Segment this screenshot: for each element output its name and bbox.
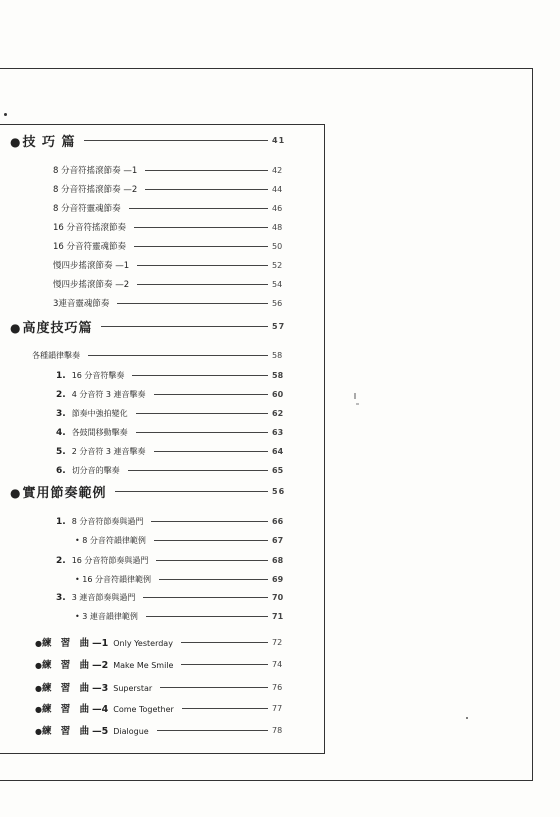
page-number: 78 (272, 725, 283, 735)
toc-entry[interactable] (56, 427, 288, 438)
toc-entry[interactable] (75, 574, 288, 585)
toc-entry[interactable] (53, 297, 288, 309)
entry-label (35, 723, 149, 737)
page-number: 68 (272, 556, 284, 565)
leader-line (146, 616, 268, 617)
toc-entry[interactable] (53, 183, 288, 195)
toc-entry[interactable] (56, 592, 288, 603)
entry-label (56, 465, 120, 476)
entry-label (56, 427, 128, 438)
leader-line (145, 170, 268, 171)
toc-entry[interactable] (53, 278, 288, 290)
page-number: 66 (272, 517, 284, 526)
toc-entry[interactable] (75, 611, 288, 622)
exercise-title: Come Together (113, 705, 174, 714)
page-number: 58 (272, 351, 283, 360)
page-number: 62 (272, 409, 284, 418)
exercise-title: Make Me Smile (113, 661, 174, 670)
bullet-icon: ● (10, 135, 22, 149)
leader-line (115, 491, 269, 492)
page-number: 48 (272, 222, 283, 232)
leader-line (117, 303, 268, 304)
entry-text: 8 分音符節奏與過門 (71, 517, 144, 526)
entry-text: 16 分音符節奏與過門 (71, 556, 149, 565)
entry-text: • 3 連音韻律範例 (75, 612, 138, 621)
section-heading[interactable] (10, 317, 288, 336)
section-title (10, 131, 76, 150)
leader-line (181, 664, 268, 665)
page-number: 70 (272, 593, 284, 602)
bullet-icon: ● (35, 727, 42, 736)
exercise-kanji: 練 習 曲 (41, 726, 93, 737)
entry-number: 5. (56, 447, 66, 457)
entry-label: 慢四步搖滾節奏 —1 (53, 261, 130, 271)
leader-line (182, 708, 268, 709)
smudge-mark (354, 393, 356, 399)
entry-text: • 8 分音符韻律範例 (75, 536, 146, 545)
margin-dot (4, 113, 7, 116)
toc-entry[interactable] (56, 555, 288, 566)
page-number: 50 (272, 241, 283, 251)
leader-line (137, 284, 268, 285)
leader-line (84, 140, 268, 141)
bullet-icon: ● (35, 684, 42, 693)
entry-text: 4 分音符 3 連音擊奏 (71, 390, 146, 399)
exercise-number: —5 (92, 726, 109, 737)
section-heading[interactable] (10, 482, 288, 501)
page-number: 42 (272, 165, 283, 175)
exercise-number: —3 (92, 683, 109, 694)
toc-entry[interactable] (53, 202, 288, 214)
leader-line (143, 597, 268, 598)
leader-line (151, 521, 268, 522)
leader-line (156, 560, 268, 561)
section-title (10, 482, 107, 501)
page-number: 44 (272, 184, 283, 194)
entry-number: 6. (56, 466, 66, 476)
entry-label (35, 657, 173, 671)
page-number: 46 (272, 203, 283, 213)
page-number: 67 (272, 536, 284, 545)
bullet-icon: ● (35, 639, 42, 648)
leader-line (136, 432, 268, 433)
page-number: 71 (272, 612, 284, 621)
entry-label: 慢四步搖滾節奏 —2 (53, 280, 130, 290)
entry-text: 3 連音節奏與過門 (71, 593, 136, 602)
entry-text: 切分音的擊奏 (71, 466, 120, 475)
exercise-entry[interactable] (35, 680, 288, 694)
leader-line (159, 579, 268, 580)
leader-line (134, 246, 268, 247)
entry-label (35, 635, 173, 649)
leader-line (88, 355, 268, 356)
entry-label: 16 分音符靈魂節奏 (53, 242, 127, 252)
page-number: 74 (272, 659, 283, 669)
exercise-title: Dialogue (113, 727, 149, 736)
page-number: 41 (272, 136, 286, 145)
smudge-mark (356, 403, 359, 405)
page-number: 63 (272, 428, 284, 437)
bullet-icon: ● (35, 705, 42, 714)
exercise-number: —4 (92, 704, 109, 715)
entry-label (56, 370, 124, 381)
exercise-entry[interactable] (35, 723, 288, 737)
entry-text: 各鼓間移動擊奏 (71, 428, 128, 437)
entry-label: 各種韻律擊奏 (32, 351, 80, 360)
entry-label: 8 分音符搖滾節奏 —1 (53, 166, 138, 176)
entry-label (56, 408, 128, 419)
section-title (10, 317, 93, 336)
toc-entry[interactable] (53, 259, 288, 271)
exercise-entry[interactable] (35, 635, 288, 649)
leader-line (132, 375, 268, 376)
entry-label (75, 535, 146, 546)
toc-entry[interactable] (32, 350, 288, 361)
entry-label (35, 680, 152, 694)
leader-line (154, 540, 268, 541)
entry-text: 節奏中強拍變化 (71, 409, 128, 418)
exercise-kanji: 練 習 曲 (41, 704, 93, 715)
toc-entry[interactable] (56, 446, 288, 457)
leader-line (101, 326, 269, 327)
entry-label: 8 分音符搖滾節奏 —2 (53, 185, 138, 195)
leader-line (160, 687, 268, 688)
exercise-entry[interactable] (35, 657, 288, 671)
entry-number: 3. (56, 593, 66, 603)
entry-number: 3. (56, 409, 66, 419)
page-number: 57 (272, 322, 286, 331)
toc-entry[interactable] (53, 164, 288, 176)
leader-line (154, 451, 269, 452)
leader-line (134, 227, 268, 228)
exercise-entry[interactable] (35, 701, 288, 715)
entry-number: 1. (56, 371, 66, 381)
toc-entry[interactable] (56, 389, 288, 400)
page-number: 58 (272, 371, 284, 380)
toc-entry[interactable] (56, 516, 288, 527)
leader-line (128, 470, 268, 471)
page-number: 60 (272, 390, 284, 399)
entry-number: 2. (56, 390, 66, 400)
exercise-title: Superstar (113, 684, 153, 693)
toc-entry[interactable] (56, 465, 288, 476)
smudge-mark (466, 717, 468, 719)
entry-number: 1. (56, 517, 66, 527)
entry-label (56, 516, 143, 527)
entry-label (56, 389, 146, 400)
bullet-icon: ● (10, 486, 22, 500)
leader-line (137, 265, 268, 266)
page-number: 65 (272, 466, 284, 475)
exercise-kanji: 練 習 曲 (41, 638, 93, 649)
toc-entry[interactable] (75, 535, 288, 546)
entry-text: 16 分音符擊奏 (71, 371, 125, 380)
exercise-title: Only Yesterday (113, 639, 173, 648)
leader-line (145, 189, 268, 190)
entry-number: 4. (56, 428, 66, 438)
section-title-text: 技 巧 篇 (22, 135, 76, 150)
entry-label (35, 701, 174, 715)
entry-label (56, 446, 146, 457)
leader-line (154, 394, 269, 395)
toc-entry[interactable] (56, 370, 288, 381)
entry-text: • 16 分音符韻律範例 (75, 575, 151, 584)
leader-line (181, 642, 268, 643)
entry-label: 8 分音符靈魂節奏 (53, 204, 121, 214)
entry-label (75, 574, 151, 585)
entry-label (75, 611, 138, 622)
entry-number: 2. (56, 556, 66, 566)
page-number: 56 (272, 487, 286, 496)
toc-entry[interactable] (56, 408, 288, 419)
page-number: 72 (272, 637, 283, 647)
entry-label: 16 分音符搖滾節奏 (53, 223, 127, 233)
page-number: 64 (272, 447, 284, 456)
exercise-number: —1 (92, 638, 109, 649)
toc-entry[interactable] (53, 221, 288, 233)
page-number: 52 (272, 260, 283, 270)
exercise-kanji: 練 習 曲 (41, 660, 93, 671)
entry-text: 2 分音符 3 連音擊奏 (71, 447, 146, 456)
entry-label (56, 555, 148, 566)
page-number: 76 (272, 682, 283, 692)
section-title-text: 實用節奏範例 (22, 486, 107, 501)
page-number: 56 (272, 298, 283, 308)
leader-line (129, 208, 268, 209)
bullet-icon: ● (10, 321, 22, 335)
leader-line (157, 730, 268, 731)
leader-line (136, 413, 268, 414)
section-heading[interactable] (10, 131, 288, 150)
bullet-icon: ● (35, 661, 42, 670)
section-title-text: 高度技巧篇 (22, 321, 93, 336)
exercise-number: —2 (92, 660, 109, 671)
page-number: 54 (272, 279, 283, 289)
page-number: 77 (272, 703, 283, 713)
entry-label: 3連音靈魂節奏 (53, 299, 110, 309)
page-number: 69 (272, 575, 284, 584)
entry-label (56, 592, 135, 603)
toc-entry[interactable] (53, 240, 288, 252)
exercise-kanji: 練 習 曲 (41, 683, 93, 694)
